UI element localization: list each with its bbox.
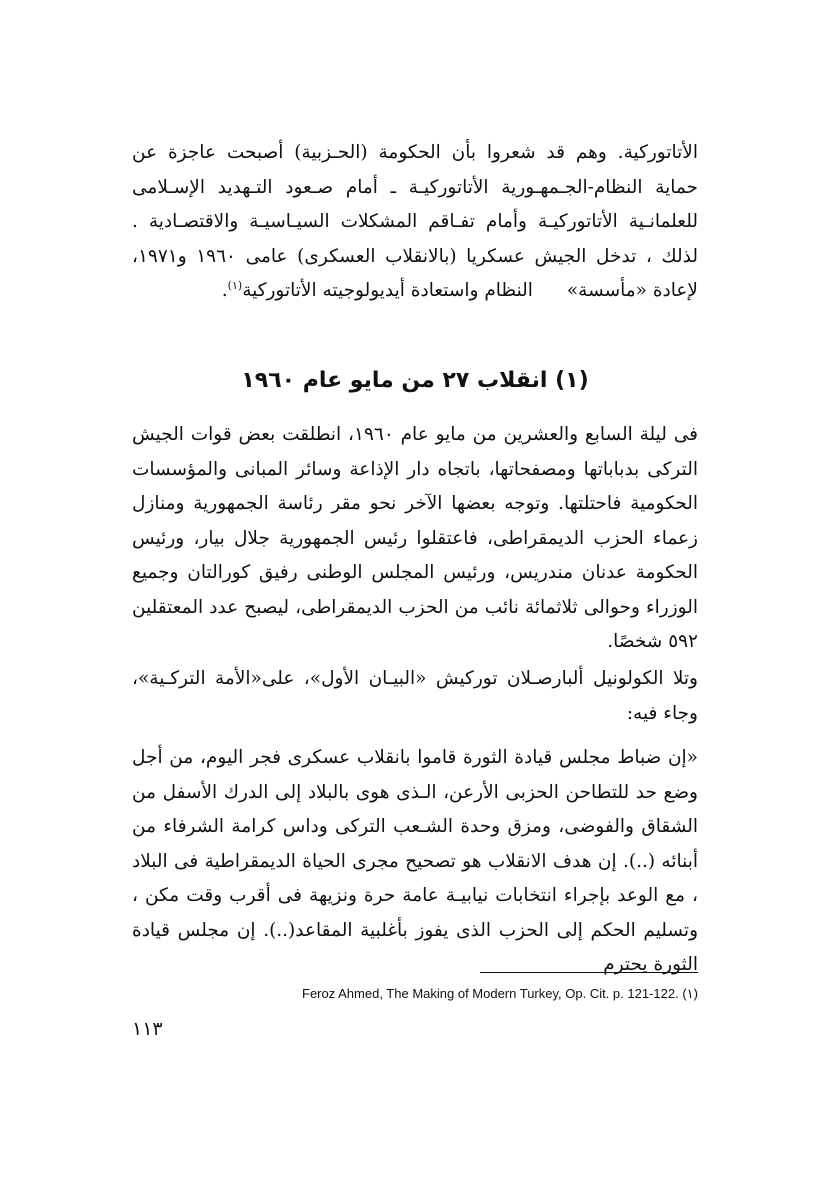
footnote-marker: (١)	[682, 986, 698, 1001]
declaration-paragraph	[132, 662, 698, 731]
intro-paragraph-text: الأتاتوركية. وهم قد شعروا بأن الحكومة (الحـزبية) أصبحت عاجزة عن حماية النظام-الجـمهـورية الأتاتوركيـة ـ أمام صـعود التـهديد الإسـلامى للعلمانـية الأتاتوركيـة وأمام تفـاقم المشكلات السيـاسيـة والاقتصـادية . لذلك ، تدخل الجيش عسكريا (بالانقلاب العسكرى) عامى ١٩٦٠ و١٩٧١، لإعادة «مأسسة»	[132, 142, 698, 301]
events-paragraph-text: فى ليلة السابع والعشرين من مايو عام ١٩٦٠، انطلقت بعض قوات الجيش التركى بدباباتها ومصفحاتها، باتجاه دار الإذاعة وسائر المبانى والمؤسسات الحكومية فاحتلتها. وتوجه بعضها الآخر نحو مقر رئاسة الجمهورية ومنازل زعماء الحزب الديمقراطى، فاعتقلوا رئيس الجمهورية جلال بيار، ورئيس الحكومة عدنان مندريس، ورئيس المجلس الوطنى رفيق كورالتان وجميع الوزراء وحوالى ثلاثمائة نائب من الحزب الديمقراطى، ليصبح عدد المعتقلين ٥٩٢ شخصًا.	[132, 424, 698, 652]
intro-last-line-text: النظام واستعادة أيديولوجيته الأتاتوركية	[242, 280, 533, 301]
quote-paragraph-text: «إن ضباط مجلس قيادة الثورة قاموا بانقلاب عسكرى فجر اليوم، من أجل وضع حد للتطاحن الحزبى الأرعن، الـذى هوى بالبلاد إلى الدرك الأسفل من الشقاق والفوضى، ومزق وحدة الشـعب التركى وداس كرامة الشرفاء من أبنائه (..). إن هدف الانقلاب هو تصحيح مجرى الحياة الديمقراطية فى البلاد ، مع الوعد بإجراء انتخابات نيابيـة عامة حرة ونزيهة فى أقرب وقت مكن ، وتسليم الحكم إلى الحزب الذى يفوز بأغلبية المقاعد(..). إن مجلس قيادة الثورة يحترم	[132, 747, 698, 975]
events-paragraph	[132, 418, 698, 660]
intro-end-punct: .	[221, 280, 228, 301]
quote-paragraph	[132, 741, 698, 983]
footnote-divider	[480, 972, 698, 973]
footnote-reference: (١)	[227, 278, 243, 292]
intro-paragraph	[132, 136, 698, 309]
footnote-text: Feroz Ahmed, The Making of Modern Turkey, Op. Cit. p. 121-122.	[302, 986, 679, 1001]
intro-paragraph-last-line	[222, 280, 561, 301]
page-number: ١١٣	[132, 1018, 163, 1040]
footnote	[200, 984, 698, 1004]
section-heading: (١) انقلاب ٢٧ من مايو عام ١٩٦٠	[241, 368, 589, 393]
declaration-paragraph-text: وتلا الكولونيل ألبارصـلان توركيش «البيـان الأول»، على«الأمة التركـية»، وجاء فيه:	[132, 668, 698, 724]
